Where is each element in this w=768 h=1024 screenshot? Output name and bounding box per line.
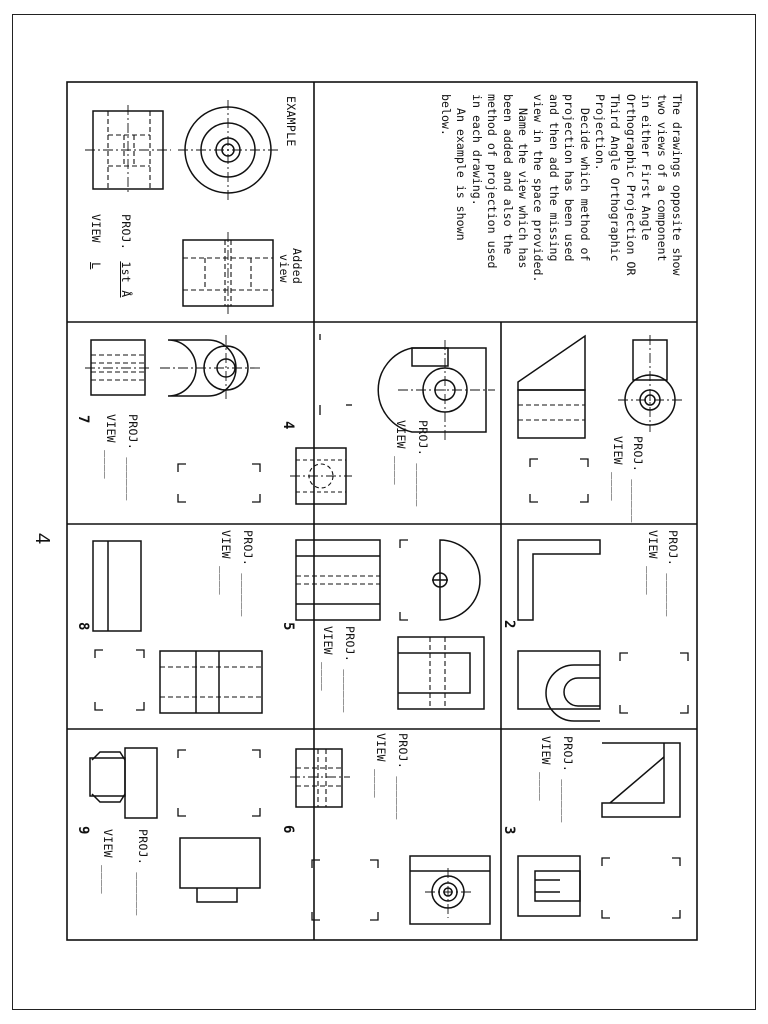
answer-blank[interactable]: ______ [416, 463, 430, 507]
proj-label: PROJ. [396, 733, 410, 770]
answer-blank[interactable]: ____ [219, 566, 233, 596]
instruction-line: An example is shown [454, 94, 469, 241]
view-label: VIEW [539, 736, 553, 765]
answer-blank[interactable]: ____ [374, 769, 388, 799]
answer-blank[interactable]: ______ [241, 573, 255, 617]
answer-blank[interactable]: ____ [539, 772, 553, 802]
view-label: VIEW [321, 626, 335, 655]
example-view-value: L [89, 262, 103, 270]
proj-label: PROJ. [126, 414, 140, 451]
exercise-7-proj [126, 414, 140, 501]
example-drawings [85, 100, 278, 314]
exercise-3-number: 3 [501, 826, 517, 835]
added-view-line2: view [277, 254, 291, 283]
view-label: VIEW [394, 420, 408, 449]
answer-blank[interactable]: ______ [631, 479, 645, 523]
exercise-2-drawings [518, 540, 688, 721]
instruction-line: method of projection used [485, 94, 500, 269]
exercise-8-view [219, 530, 233, 595]
exercise-5-proj [343, 626, 357, 713]
exercise-9-view [101, 829, 115, 894]
instruction-line: Decide which method of [577, 94, 592, 262]
page-number: 4 [31, 532, 54, 545]
example-proj-label: PROJ. [119, 214, 133, 251]
exercise-2-number: 2 [501, 620, 517, 629]
view-label: VIEW [374, 733, 388, 762]
instruction-line: The drawings opposite show [670, 94, 684, 276]
answer-blank[interactable]: ____ [611, 472, 625, 502]
exercise-8-number: 8 [75, 622, 91, 631]
exercise-6-number: 6 [280, 825, 296, 834]
instruction-line: Name the view which has [515, 94, 530, 269]
proj-label: PROJ. [343, 626, 357, 663]
added-view-label [277, 248, 303, 284]
proj-label: PROJ. [561, 736, 575, 773]
exercise-1-drawings [518, 335, 682, 502]
exercise-2-view [646, 530, 660, 595]
example-view-label: VIEW [89, 214, 103, 243]
added-view-line1: Added [290, 248, 304, 285]
example-proj [119, 214, 133, 297]
answer-blank[interactable]: ______ [561, 779, 575, 823]
proj-label: PROJ. [241, 530, 255, 567]
proj-label: PROJ. [416, 420, 430, 457]
example-view [89, 214, 103, 269]
instruction-line: been added and also the [500, 94, 515, 255]
answer-blank[interactable]: ______ [136, 872, 150, 916]
proj-label: PROJ. [136, 829, 150, 866]
answer-blank[interactable]: ______ [396, 776, 410, 820]
exercise-8-drawings [93, 541, 262, 713]
answer-blank[interactable]: ______ [666, 573, 680, 617]
proj-label: PROJ. [631, 436, 645, 473]
answer-blank[interactable]: ____ [646, 566, 660, 596]
exercise-5-number: 5 [280, 622, 296, 631]
instruction-line: Orthographic Projection OR [623, 94, 638, 276]
exercise-3-view [539, 736, 553, 801]
instruction-line: in each drawing. [469, 94, 484, 206]
view-label: VIEW [219, 530, 233, 559]
example-proj-value: 1st Å [119, 261, 133, 298]
answer-blank[interactable]: ____ [394, 456, 408, 486]
exercise-7-number: 7 [75, 415, 91, 424]
exercise-6-drawings [290, 749, 490, 924]
instruction-line: view in the space provided. [531, 94, 546, 283]
exercise-4-number: 4 [280, 421, 296, 430]
proj-label: PROJ. [666, 530, 680, 567]
view-label: VIEW [101, 829, 115, 858]
instructions-text [438, 94, 685, 282]
exercise-6-view [374, 733, 388, 798]
exercise-9-drawings [90, 748, 260, 902]
view-label: VIEW [104, 414, 118, 443]
instruction-line: in either First Angle [639, 94, 654, 241]
exercise-1-view [611, 436, 625, 501]
instruction-line: two views of a component [654, 94, 669, 262]
answer-blank[interactable]: ______ [126, 457, 140, 501]
exercise-3-proj [561, 736, 575, 823]
instruction-line: Projection. [592, 94, 607, 171]
answer-blank[interactable]: ____ [321, 662, 335, 692]
instruction-line: below. [438, 94, 453, 136]
instruction-line: Third Angle Orthographic [608, 94, 623, 262]
answer-blank[interactable]: ____ [104, 450, 118, 480]
exercise-9-proj [136, 829, 150, 916]
view-label: VIEW [611, 436, 625, 465]
exercise-4-proj [416, 420, 430, 507]
answer-blank[interactable]: ____ [101, 865, 115, 895]
answer-blank[interactable]: ______ [343, 669, 357, 713]
instruction-line: and then add the missing [546, 94, 561, 262]
exercise-4-view [394, 420, 408, 485]
exercise-6-proj [396, 733, 410, 820]
exercise-1-proj [631, 436, 645, 523]
view-label: VIEW [646, 530, 660, 559]
exercise-5-view [321, 626, 335, 691]
exercise-4-drawings [290, 334, 495, 507]
exercise-9-number: 9 [75, 826, 91, 835]
exercise-8-proj [241, 530, 255, 617]
instruction-line: projection has been used [562, 94, 577, 262]
exercise-2-proj [666, 530, 680, 617]
exercise-7-view [104, 414, 118, 479]
example-title: EXAMPLE [284, 96, 298, 147]
